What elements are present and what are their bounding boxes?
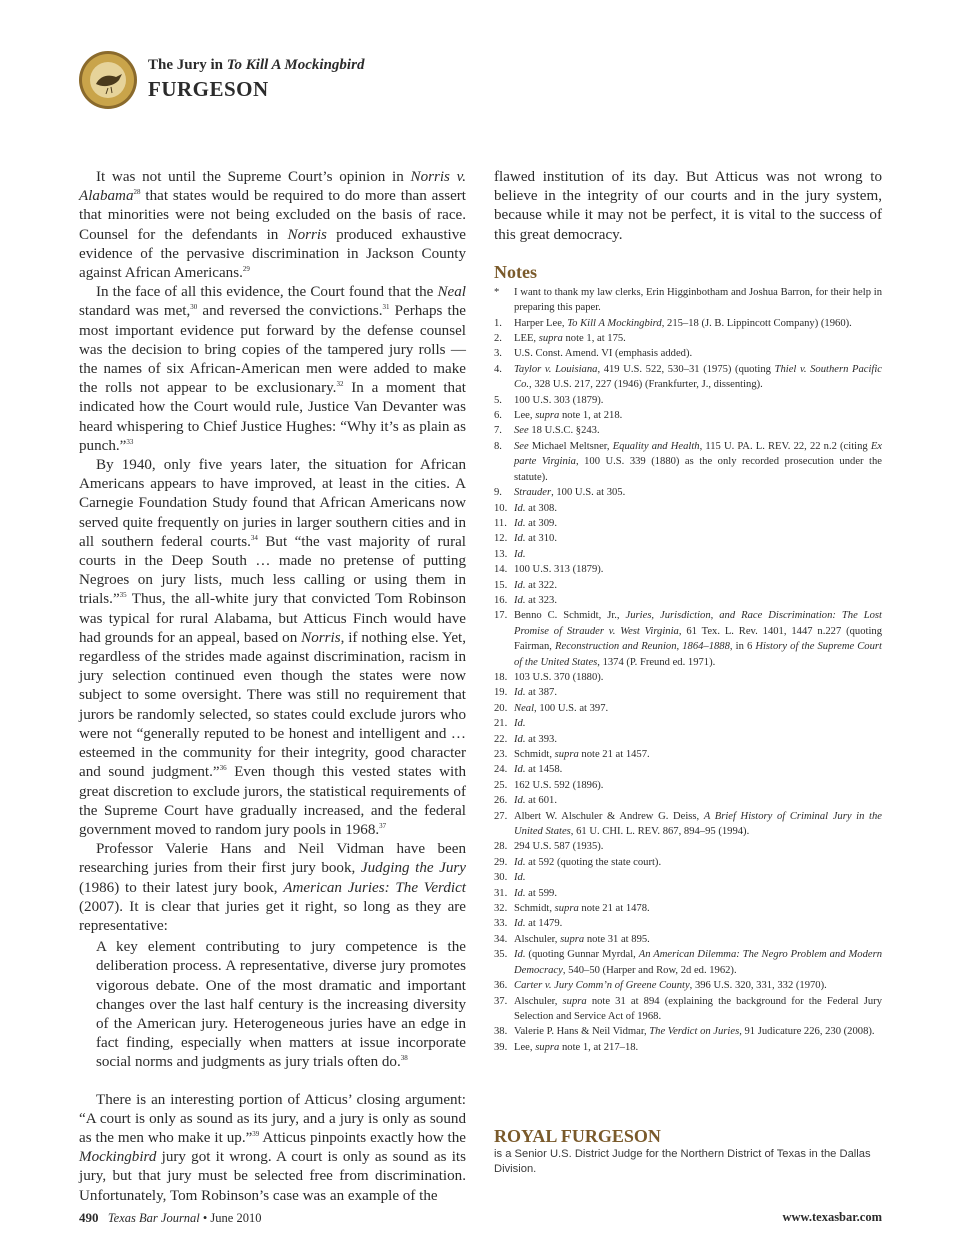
header-author: FURGESON <box>148 77 269 101</box>
text-run: 100 U.S. 303 (1879). <box>514 394 604 406</box>
page-number: 490 <box>79 1210 99 1225</box>
italic-text: American Juries: The Verdict <box>283 879 466 896</box>
note-number: 36. <box>494 980 508 992</box>
italic-text: Id. <box>514 872 526 884</box>
italic-text: History of the Supreme Court of the United States <box>514 641 882 668</box>
italic-text: supra <box>535 410 560 422</box>
note-item <box>494 485 882 500</box>
note-item <box>494 1040 882 1055</box>
text-run: , 61 Tex. L. Rev. 1401, 1447 n.227 (quoting Fairman, <box>514 625 882 653</box>
text-run: In the face of all this evidence, the Court found that the <box>96 284 438 301</box>
note-item <box>494 762 882 777</box>
note-number: 32. <box>494 903 508 915</box>
article-paragraph <box>79 840 466 936</box>
note-item <box>494 994 882 1025</box>
text-run: , 1374 (P. Freund ed. 1971). <box>597 656 716 668</box>
note-item <box>494 855 882 870</box>
text-run: LEE, <box>514 333 539 345</box>
text-run: Valerie P. Hans & Neil Vidmar, <box>514 1026 650 1038</box>
note-item <box>494 809 882 840</box>
italic-text: Neal <box>437 284 466 301</box>
text-run: , 396 U.S. 320, 331, 332 (1970). <box>689 980 827 992</box>
note-item <box>494 593 882 608</box>
text-run: , 540–50 (Harper and Row, 2d ed. 1962). <box>562 964 737 976</box>
italic-text: Equality and Health <box>612 440 700 452</box>
note-number: 30. <box>494 872 508 884</box>
note-item <box>494 916 882 931</box>
italic-text: Id. <box>514 887 526 899</box>
text-run: Atticus pinpoints exactly how the <box>259 1129 466 1146</box>
footnote-ref: 30 <box>190 303 198 312</box>
text-run: and reversed the convictions. <box>197 303 383 320</box>
note-item <box>494 732 882 747</box>
note-number: 8. <box>494 440 502 452</box>
note-number: 26. <box>494 795 508 807</box>
text-run: I want to thank my law clerks, Erin Higginbotham and Joshua Barron, for their help in preparing this paper. <box>514 286 882 314</box>
italic-text: Id. <box>514 502 526 514</box>
text-run: , 100 U.S. at 305. <box>551 487 626 499</box>
text-run: A key element contributing to jury competence is the deliberation process. A representative, diverse jury promotes vigorous debate. One of the most dramatic and important changes over the last half century is the increasing diversity of the American jury. Heterogeneous juries have an edge in fact finding, especially when matters at issue incorporate social norms and judgments as jury trials often do. <box>96 939 466 1071</box>
note-item <box>494 870 882 885</box>
note-item <box>494 778 882 793</box>
text-run: note 1, at 218. <box>559 410 623 422</box>
note-item <box>494 562 882 577</box>
footnote-ref: 29 <box>242 264 250 273</box>
mockingbird-anniversary-seal-logo <box>78 50 138 110</box>
note-item <box>494 393 882 408</box>
note-number: 10. <box>494 502 508 514</box>
note-item <box>494 1024 882 1039</box>
text-run: note 21 at 1457. <box>578 749 650 760</box>
note-item <box>494 362 882 393</box>
note-number: 4. <box>494 363 502 375</box>
italic-text: Id. <box>514 594 526 606</box>
italic-text: Taylor v. Louisiana <box>514 363 598 375</box>
italic-text: Id. <box>514 733 526 745</box>
text-run: In a moment that indicated how the Court would rule, Justice Van Devanter was heard whispering to Chief Justice Hughes: “Why it’s as plain as punch.” <box>79 380 467 454</box>
italic-text: Id. <box>514 548 526 560</box>
note-number: 19. <box>494 687 508 699</box>
text-run: 100 U.S. 313 (1879). <box>514 564 604 576</box>
text-run: , 100 U.S. 339 (1880) as the only recorded prosecution under the statute). <box>514 456 882 483</box>
notes-list <box>494 285 882 1055</box>
note-item <box>494 608 882 670</box>
footnote-ref: 39 <box>252 1129 260 1138</box>
note-number: 34. <box>494 933 508 945</box>
italic-text: supra <box>535 1041 560 1053</box>
italic-text: The Verdict on Juries <box>649 1026 740 1038</box>
italic-text: Mockingbird <box>79 1149 157 1166</box>
note-number: 21. <box>494 718 508 730</box>
text-run: standard was met, <box>79 303 191 320</box>
text-run: , 328 U.S. 217, 227 (1946) (Frankfurter, J., dissenting). <box>529 379 763 391</box>
text-run: at 592 (quoting the state court). <box>525 856 662 868</box>
italic-text: supra <box>562 995 587 1007</box>
footnote-ref: 31 <box>382 303 390 312</box>
footer-publication <box>79 1210 261 1226</box>
italic-text: Neal <box>514 702 535 714</box>
note-item <box>494 423 882 438</box>
note-number: 7. <box>494 425 502 437</box>
header-title: The Jury in To Kill A Mockingbird <box>148 57 365 73</box>
note-number: 39. <box>494 1041 508 1053</box>
author-bio <box>494 1126 882 1177</box>
issue-date: June 2010 <box>210 1211 262 1225</box>
bio-description: is a Senior U.S. District Judge for the Northern District of Texas in the Dallas Division. <box>494 1148 871 1175</box>
note-number: * <box>494 286 500 298</box>
text-run: at 393. <box>525 733 557 745</box>
text-run: (quoting Gunnar Myrdal, <box>525 949 639 961</box>
italic-text: Ex parte Virginia <box>514 440 882 468</box>
italic-text: Norris <box>287 226 327 243</box>
note-number: 11. <box>494 517 507 529</box>
text-run: Professor Valerie Hans and Neil Vidman have been researching juries from their first jury book, <box>79 841 466 877</box>
note-item <box>494 578 882 593</box>
italic-text: Id. <box>514 533 526 545</box>
text-run: , 91 Judicature 226, 230 (2008). <box>739 1026 875 1038</box>
text-run: at 323. <box>525 594 557 606</box>
note-number: 9. <box>494 487 502 499</box>
italic-text: supra <box>538 333 563 345</box>
note-item <box>494 501 882 516</box>
footnote-ref: 37 <box>379 821 387 830</box>
note-number: 6. <box>494 410 502 422</box>
italic-text: Thiel v. Southern Pacific Co. <box>514 363 882 391</box>
text-run: Albert W. Alschuler & Andrew G. Deiss, <box>514 810 704 822</box>
note-item <box>494 531 882 546</box>
text-run: Alschuler, <box>514 933 561 945</box>
italic-text: See <box>514 440 529 452</box>
text-run: There is an interesting portion of Atticus’ closing argument: “A court is only as sound as its jury, and a jury is only as sound as the men who make it up.” <box>79 1091 466 1146</box>
italic-text: Id. <box>514 795 526 807</box>
italic-text: Id. <box>514 764 526 776</box>
text-run: at 310. <box>525 533 557 545</box>
block-quote <box>96 938 466 1072</box>
note-item <box>494 886 882 901</box>
text-run: 103 U.S. 370 (1880). <box>514 671 604 683</box>
note-number: 31. <box>494 887 508 899</box>
note-number: 15. <box>494 579 508 591</box>
note-number: 22. <box>494 733 508 745</box>
article-paragraph <box>79 283 466 456</box>
note-item <box>494 316 882 331</box>
text-run: flawed institution of its day. But Atticus was not wrong to believe in the integrity of our courts and in the jury system, because while it may not be perfect, it is vital to the success of this great democracy. <box>494 169 882 243</box>
footnote-ref: 35 <box>119 591 127 600</box>
footnote-ref: 34 <box>250 533 258 542</box>
note-item <box>494 346 882 361</box>
article-paragraph <box>79 456 466 840</box>
note-item <box>494 701 882 716</box>
text-run: produced exhaustive evidence of the pervasive discrimination in Jackson County against African Americans. <box>79 226 466 282</box>
note-item <box>494 978 882 993</box>
italic-text: Id. <box>514 949 526 961</box>
text-run: Thus, the all-white jury that convicted Tom Robinson was typical for rural Alabama, but Atticus Finch would have had grounds for an appeal, based on <box>79 591 466 646</box>
text-run: It was not until the Supreme Court’s opinion in <box>96 169 411 185</box>
footnote-ref: 28 <box>133 188 141 197</box>
italic-text: Id. <box>514 687 526 699</box>
text-run: at 387. <box>525 687 557 699</box>
note-item <box>494 716 882 731</box>
footer-separator: • <box>202 1211 208 1225</box>
text-run: at 1479. <box>525 918 563 930</box>
text-run: at 308. <box>525 502 557 514</box>
note-number: 16. <box>494 594 508 606</box>
note-number: 13. <box>494 548 508 560</box>
note-number: 12. <box>494 533 508 545</box>
italic-text: Reconstruction and Reunion, 1864–1888 <box>555 641 730 653</box>
italic-text: Norris <box>301 629 341 646</box>
note-number: 27. <box>494 810 508 822</box>
article-continuation <box>494 168 882 245</box>
note-item <box>494 670 882 685</box>
text-run: note 21 at 1478. <box>578 903 650 915</box>
text-run: , 61 U. CHI. L. REV. 867, 894–95 (1994). <box>570 826 750 838</box>
note-item <box>494 932 882 947</box>
note-number: 24. <box>494 764 508 776</box>
text-run: at 322. <box>525 579 557 591</box>
text-run: (2007). It is clear that juries get it right, so long as they are representative: <box>79 898 466 934</box>
italic-text: Id. <box>514 718 526 730</box>
text-run: 18 U.S.C. §243. <box>528 425 600 437</box>
text-run: By 1940, only five years later, the situation for African Americans appears to have improved, at least in the cities. A Carnegie Foundation Study found that African Americans now served quite frequently on juries in larger southern cities and in all southern federal courts. <box>79 457 466 550</box>
article-paragraph <box>79 1091 466 1206</box>
note-number: 37. <box>494 995 508 1007</box>
italic-text: Id. <box>514 579 526 591</box>
text-run: at 1458. <box>525 764 563 776</box>
text-run: that states would be required to do more than assert that minorities were not being excluded on the basis of race. Counsel for the defendants in <box>79 188 466 243</box>
note-number: 29. <box>494 856 508 868</box>
note-item <box>494 331 882 346</box>
note-number: 18. <box>494 671 508 683</box>
text-run: (1986) to their latest jury book, <box>79 879 284 896</box>
note-number: 14. <box>494 564 508 576</box>
text-run: Perhaps the most important evidence put forward by the defense counsel was the decision to bring copies of the tampered jury rolls — the names of six African-American men were added to make the rolls not appear to be exclusionary. <box>79 303 467 397</box>
footnote-ref: 36 <box>219 764 227 773</box>
note-item <box>494 408 882 423</box>
text-run: U.S. Const. Amend. VI (emphasis added). <box>514 348 693 360</box>
text-run: Alschuler, <box>514 995 563 1007</box>
footnote-ref: 38 <box>400 1054 408 1063</box>
note-item <box>494 547 882 562</box>
note-number: 1. <box>494 317 502 329</box>
note-number: 35. <box>494 949 508 961</box>
note-number: 28. <box>494 841 508 853</box>
note-item <box>494 285 882 316</box>
italic-text: Id. <box>514 856 526 868</box>
note-number: 5. <box>494 394 502 406</box>
italic-text: Id. <box>514 918 526 930</box>
text-run: note 1, at 217–18. <box>559 1041 639 1053</box>
italic-text: To Kill A Mockingbird <box>567 317 662 329</box>
text-run: Schmidt, <box>514 749 555 760</box>
text-run: Schmidt, <box>514 903 555 915</box>
text-run: Harper Lee, <box>514 317 568 329</box>
note-number: 25. <box>494 779 508 791</box>
italic-text: Carter v. Jury Comm’n of Greene County <box>514 980 690 992</box>
italic-text: supra <box>560 933 585 945</box>
note-number: 33. <box>494 918 508 930</box>
italic-text: Norris v. Alabama <box>79 169 466 205</box>
text-run: at 601. <box>525 795 557 807</box>
note-number: 2. <box>494 333 502 345</box>
note-item <box>494 947 882 978</box>
article-right-column <box>494 168 882 1055</box>
notes-heading: Notes <box>494 261 537 282</box>
text-run: jury got it wrong. A court is only as sound as its jury, but that jury must be selected free from discrimination. Unfortunately, Tom Robinson’s case was an example of the <box>79 1149 466 1204</box>
italic-text: Strauder <box>514 487 552 499</box>
article-left-column <box>79 168 466 1206</box>
text-run: note 31 at 894 (explaining the background for the Federal Jury Selection and Service Act of 1968. <box>514 995 882 1022</box>
note-item <box>494 839 882 854</box>
text-run: at 309. <box>525 517 557 529</box>
note-item <box>494 516 882 531</box>
italic-text: Id. <box>514 517 526 529</box>
text-run: , in 6 <box>729 641 756 653</box>
note-item <box>494 793 882 808</box>
italic-text: A Brief History of Criminal Jury in the United States <box>514 810 882 838</box>
text-run: Benno C. Schmidt, Jr., <box>514 610 626 622</box>
text-run: , 215–18 (J. B. Lippincott Company) (1960). <box>661 317 852 329</box>
text-run: at 599. <box>525 887 557 899</box>
text-run: , if nothing else. Yet, regardless of the strides made against discrimination, racism in jury selection continued even though the states were now subject to some oversight. There was still no requirement that jurors be randomly selected, so states could exclude jurors who were not “generally reputed to be honest and intelligent and … esteemed in the community for their integrity, good character and sound judgment.” <box>79 629 466 781</box>
italic-text: Judging the Jury <box>360 860 466 877</box>
footnote-ref: 33 <box>126 437 134 446</box>
note-item <box>494 685 882 700</box>
footnote-ref: 32 <box>336 380 344 389</box>
note-number: 17. <box>494 610 508 622</box>
italic-text: See <box>514 425 529 437</box>
note-number: 3. <box>494 348 502 360</box>
note-item <box>494 901 882 916</box>
text-run: Lee, <box>514 410 536 422</box>
note-item <box>494 439 882 485</box>
note-item <box>494 747 882 762</box>
note-number: 38. <box>494 1026 508 1038</box>
note-number: 20. <box>494 702 508 714</box>
text-run: Lee, <box>514 1041 536 1053</box>
text-run: 162 U.S. 592 (1896). <box>514 779 604 791</box>
publication-name: Texas Bar Journal <box>107 1211 200 1225</box>
text-run: , 100 U.S. at 397. <box>534 702 609 714</box>
italic-text: supra <box>554 749 579 760</box>
text-run: , 115 U. PA. L. REV. 22, 22 n.2 (citing <box>699 440 871 452</box>
text-run: Even though this vested states with great discretion to exclude jurors, the statistical requirements of the Supreme Court have gradually increased, and the federal government moved to random jury pools in 1968. <box>79 764 466 838</box>
text-run: But “the vast majority of rural courts in the Deep South … made no pretense of putting Negroes on jury lists, much less calling or using them in trials.” <box>79 533 466 608</box>
text-run: Michael Meltsner, <box>528 440 613 452</box>
text-run: 294 U.S. 587 (1935). <box>514 841 604 853</box>
note-number: 23. <box>494 749 508 760</box>
footer-website[interactable]: www.texasbar.com <box>782 1210 882 1224</box>
bio-author-name: ROYAL FURGESON <box>494 1126 661 1146</box>
text-run: note 31 at 895. <box>584 933 650 945</box>
text-run: note 1, at 175. <box>562 333 626 345</box>
italic-text: supra <box>554 903 579 915</box>
italic-text: Juries, Jurisdiction, and Race Discrimination: The Lost Promise of Strauder v. West Virginia <box>514 610 882 637</box>
article-paragraph <box>79 168 466 283</box>
text-run: , 419 U.S. 522, 530–31 (1975) (quoting <box>597 363 775 375</box>
italic-text: An American Dilemma: The Negro Problem and Modern Democracy <box>514 949 882 976</box>
